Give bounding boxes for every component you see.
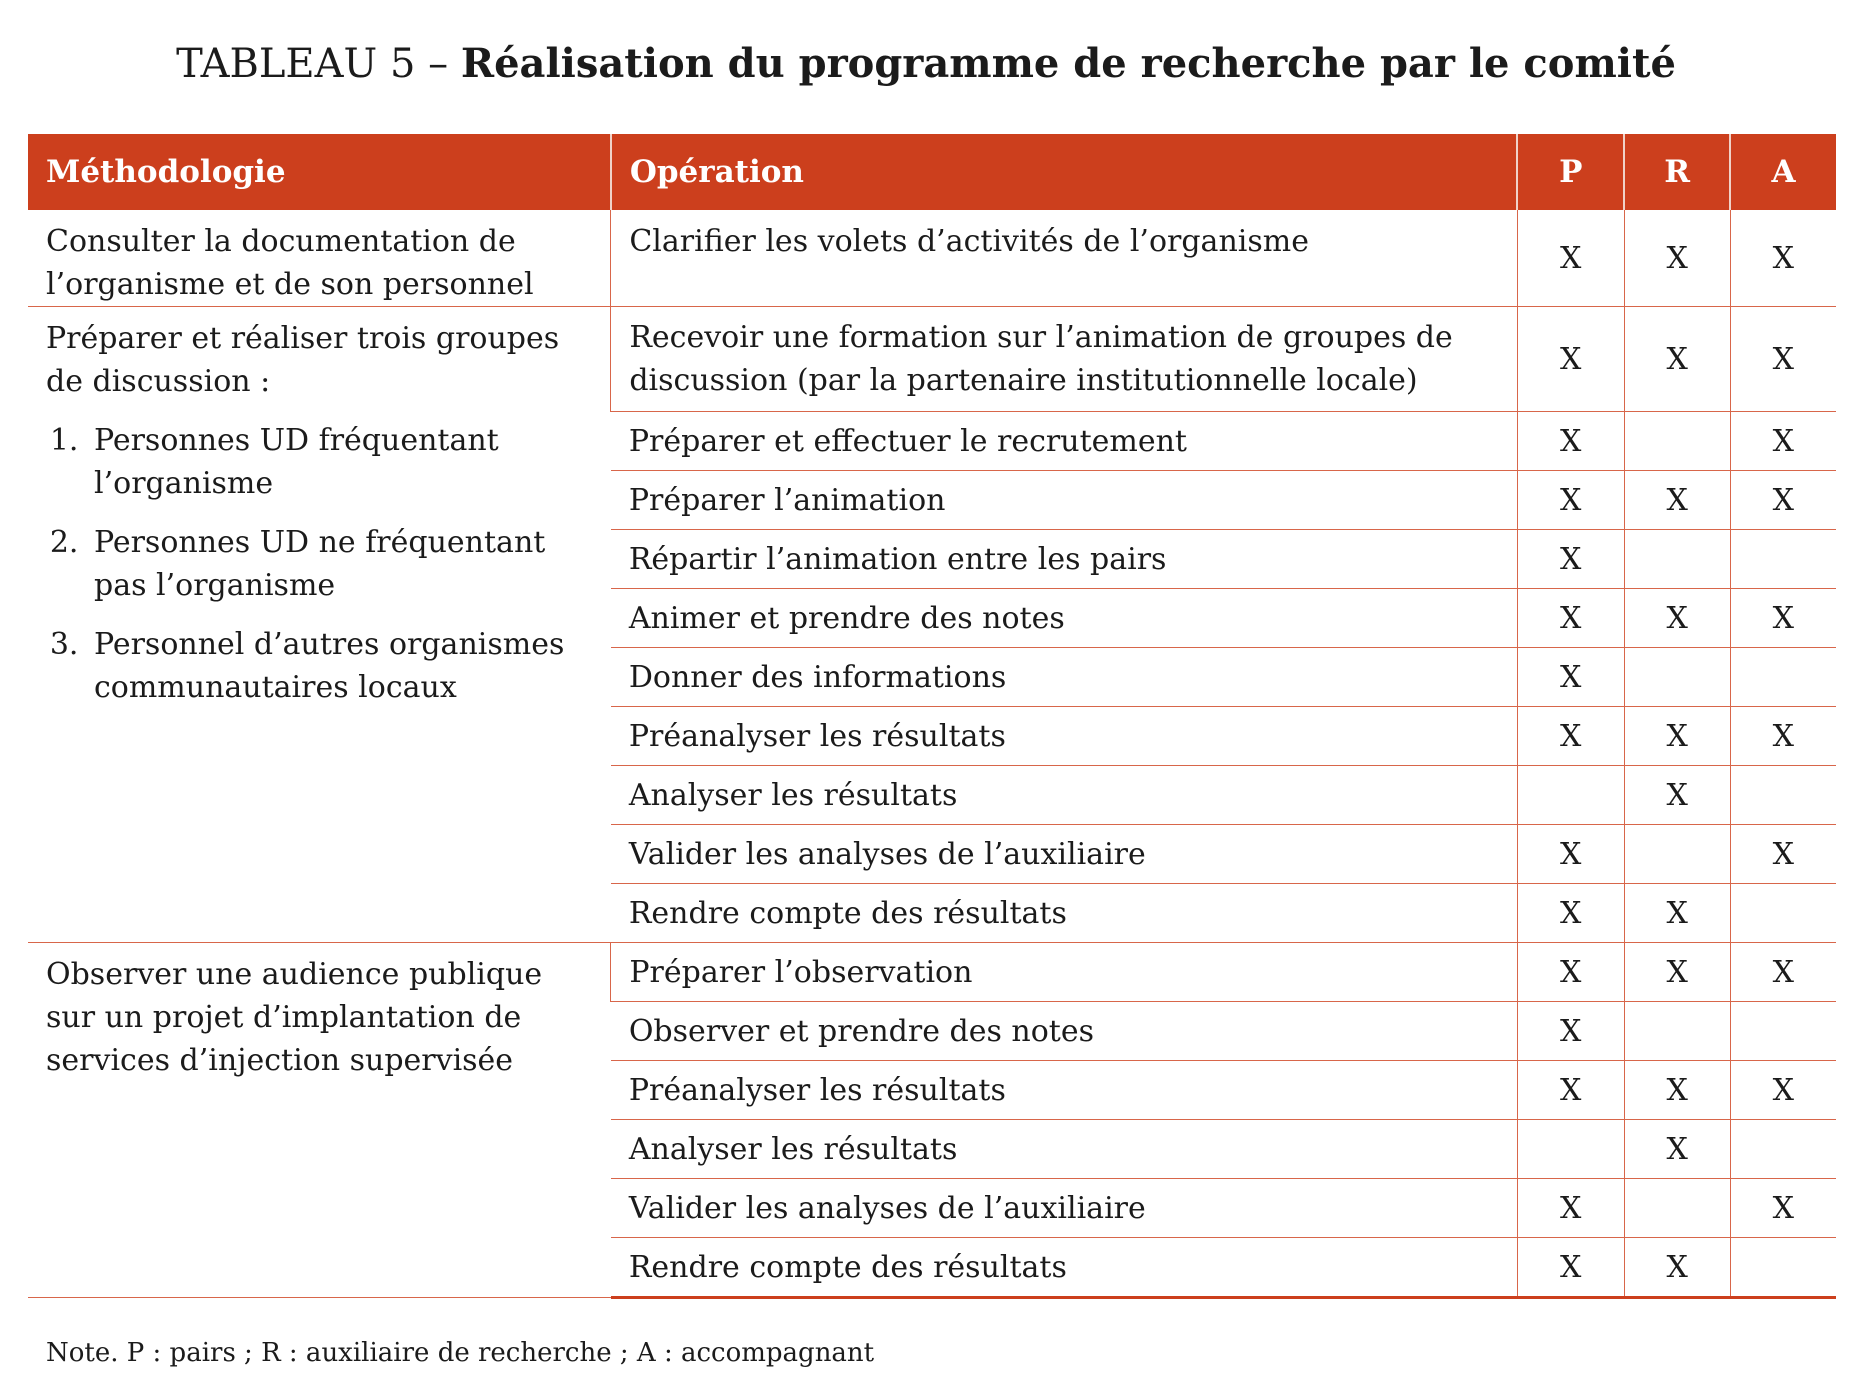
mark-p: X — [1517, 884, 1624, 943]
mark-p: X — [1517, 648, 1624, 707]
mark-a: X — [1730, 707, 1836, 766]
mark-r: X — [1624, 707, 1730, 766]
operation-cell: Valider les analyses de l’auxiliaire — [611, 1179, 1517, 1238]
mark-r — [1624, 1179, 1730, 1238]
research-table — [28, 134, 1836, 1299]
mark-r: X — [1624, 1120, 1730, 1179]
header-row — [28, 134, 1836, 210]
mark-r: X — [1624, 1238, 1730, 1298]
mark-p: X — [1517, 412, 1624, 471]
mark-p: X — [1517, 1238, 1624, 1298]
header-p: P — [1517, 134, 1624, 210]
operation-cell: Répartir l’animation entre les pairs — [611, 530, 1517, 589]
table-note: Note. P : pairs ; R : auxiliaire de recherche ; A : accompagnant — [46, 1338, 875, 1368]
mark-p: X — [1517, 307, 1624, 412]
mark-r: X — [1624, 943, 1730, 1002]
table-row — [28, 210, 1836, 307]
operation-cell: Animer et prendre des notes — [611, 589, 1517, 648]
table-title — [0, 36, 1852, 92]
mark-a: X — [1730, 307, 1836, 412]
mark-r: X — [1624, 1061, 1730, 1120]
mark-r — [1624, 648, 1730, 707]
operation-cell: Clarifier les volets d’activités de l’organisme — [611, 210, 1517, 307]
mark-a — [1730, 1120, 1836, 1179]
title-prefix: TABLEAU 5 – — [176, 41, 461, 87]
header-operation: Opération — [611, 134, 1517, 210]
mark-a: X — [1730, 412, 1836, 471]
operation-cell: Analyser les résultats — [611, 766, 1517, 825]
operation-cell: Préparer l’animation — [611, 471, 1517, 530]
mark-p: X — [1517, 210, 1624, 307]
mark-r — [1624, 825, 1730, 884]
methodology-cell — [28, 307, 611, 943]
mark-a — [1730, 530, 1836, 589]
title-main: Réalisation du programme de recherche par le comité — [460, 40, 1676, 87]
mark-r: X — [1624, 307, 1730, 412]
operation-cell: Préanalyser les résultats — [611, 707, 1517, 766]
mark-a: X — [1730, 825, 1836, 884]
mark-r — [1624, 530, 1730, 589]
methodology-cell: Observer une audience publique sur un projet d’implantation de services d’injection supervisée — [28, 943, 611, 1298]
mark-p — [1517, 766, 1624, 825]
mark-a — [1730, 1238, 1836, 1298]
mark-p: X — [1517, 943, 1624, 1002]
mark-r: X — [1624, 766, 1730, 825]
mark-p: X — [1517, 1061, 1624, 1120]
mark-r — [1624, 412, 1730, 471]
operation-cell: Rendre compte des résultats — [611, 884, 1517, 943]
operation-cell: Analyser les résultats — [611, 1120, 1517, 1179]
operation-cell: Préparer et effectuer le recrutement — [611, 412, 1517, 471]
methodology-list — [46, 419, 592, 709]
operation-cell: Recevoir une formation sur l’animation de groupes de discussion (par la partenaire institutionnelle locale) — [611, 307, 1517, 412]
operation-cell: Valider les analyses de l’auxiliaire — [611, 825, 1517, 884]
mark-a: X — [1730, 471, 1836, 530]
mark-a — [1730, 648, 1836, 707]
mark-r: X — [1624, 210, 1730, 307]
methodology-text: Préparer et réaliser trois groupes de discussion : — [46, 321, 560, 399]
mark-a — [1730, 766, 1836, 825]
mark-r — [1624, 1002, 1730, 1061]
mark-r: X — [1624, 589, 1730, 648]
header-r: R — [1624, 134, 1730, 210]
list-item: 2. Personnes UD ne fréquentant pas l’organisme — [88, 521, 592, 607]
mark-a — [1730, 884, 1836, 943]
operation-cell: Donner des informations — [611, 648, 1517, 707]
table-row — [28, 307, 1836, 412]
header-methodologie: Méthodologie — [28, 134, 611, 210]
mark-a: X — [1730, 210, 1836, 307]
table-row — [28, 943, 1836, 1002]
mark-a: X — [1730, 589, 1836, 648]
mark-a — [1730, 1002, 1836, 1061]
mark-p: X — [1517, 1002, 1624, 1061]
operation-cell: Préparer l’observation — [611, 943, 1517, 1002]
operation-cell: Rendre compte des résultats — [611, 1238, 1517, 1298]
mark-r: X — [1624, 884, 1730, 943]
mark-r: X — [1624, 471, 1730, 530]
mark-a: X — [1730, 1179, 1836, 1238]
mark-p — [1517, 1120, 1624, 1179]
mark-p: X — [1517, 471, 1624, 530]
header-a: A — [1730, 134, 1836, 210]
methodology-cell: Consulter la documentation de l’organisme et de son personnel — [28, 210, 611, 307]
operation-cell: Préanalyser les résultats — [611, 1061, 1517, 1120]
list-item: 3. Personnel d’autres organismes communautaires locaux — [88, 623, 592, 709]
list-item: 1. Personnes UD fréquentant l’organisme — [88, 419, 592, 505]
operation-cell: Observer et prendre des notes — [611, 1002, 1517, 1061]
mark-p: X — [1517, 530, 1624, 589]
mark-a: X — [1730, 943, 1836, 1002]
mark-p: X — [1517, 589, 1624, 648]
mark-p: X — [1517, 1179, 1624, 1238]
mark-p: X — [1517, 825, 1624, 884]
mark-a: X — [1730, 1061, 1836, 1120]
mark-p: X — [1517, 707, 1624, 766]
